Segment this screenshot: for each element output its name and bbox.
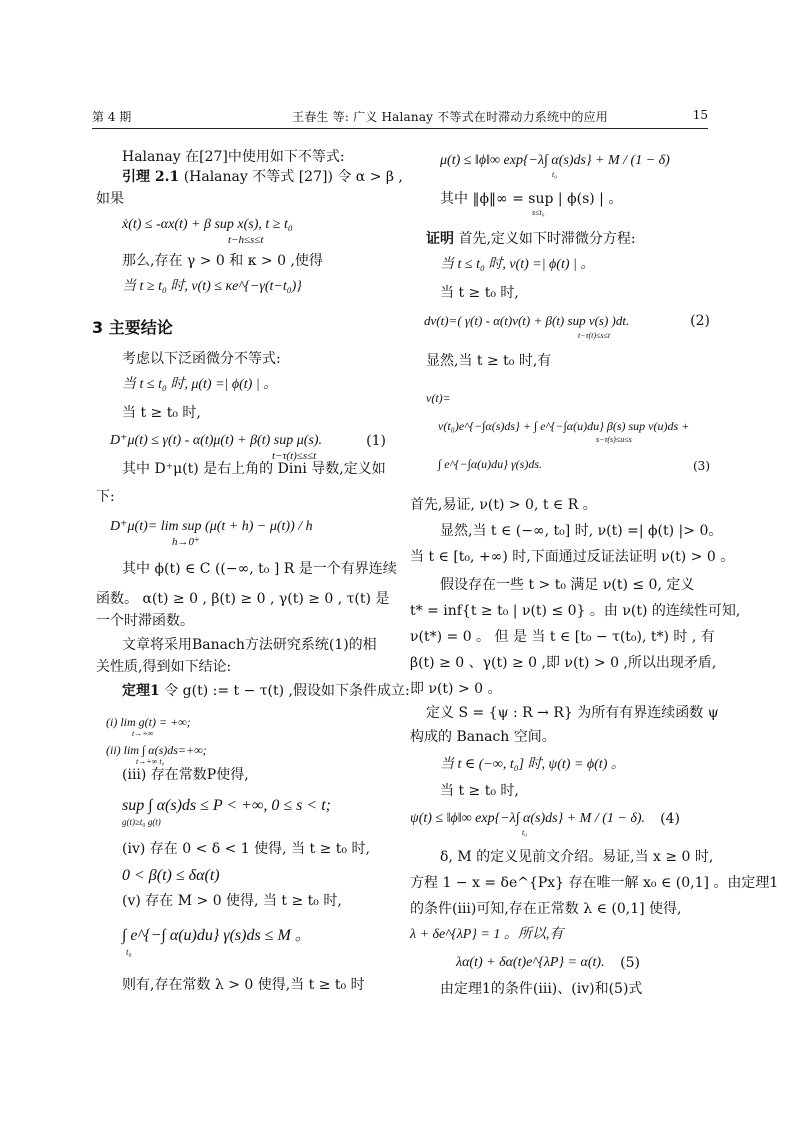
dini-subscript: h→0⁺	[172, 536, 200, 548]
issue-number: 第 4 期	[92, 110, 132, 124]
condition-iii: (iii) 存在常数P使得,	[122, 767, 249, 783]
condition-i-subscript: t→+∞	[132, 729, 154, 738]
equation-unique-solution: 方程 1 − x = δe^{Px} 存在唯一解 x₀ ∈ (0,1] 。由定理1	[410, 875, 779, 891]
equation-number-4: (4)	[660, 811, 680, 827]
theorem-1	[122, 684, 410, 698]
obviously-nu-positive: 显然,当 t ∈ (−∞, t₀] 时, ν(t) =| ϕ(t) |> 0。	[440, 523, 723, 539]
nu-positive-line: 即 ν(t) > 0 。	[410, 681, 502, 697]
lemma-2-1	[122, 170, 403, 184]
then-line: 那么,存在 γ > 0 和 κ > 0 ,使得	[122, 253, 323, 269]
section-heading: 3 主要结论	[92, 318, 173, 337]
equation-number-5: (5)	[620, 955, 640, 971]
halanay-sup-subscript: t−h≤s≤t	[228, 234, 264, 246]
integral-form-subscript: s−τ(s)≤u≤s	[596, 435, 632, 444]
nu-initial: 当 t ≤ t₀ 时, ν(t) =| ϕ(t) | 。	[440, 257, 595, 272]
but-when-line: ν(t*) = 0 。 但 是 当 t ∈ [t₀ − τ(t₀), t*) 时 , 有	[410, 629, 715, 645]
phi-definition: 其中 ϕ(t) ∈ C ((−∞, t₀ ] R 是一个有界连续	[122, 561, 397, 577]
equation-number-2: (2)	[690, 313, 710, 329]
lemma-label: 引理 2.1	[122, 169, 180, 185]
first-easy-proof: 首先,易证, ν(t) > 0, t ∈ R 。	[410, 497, 597, 513]
inequality-1: D⁺μ(t) ≤ γ(t) - α(t)μ(t) + β(t) sup μ(s).	[110, 433, 323, 448]
halanay-conclusion: 当 t ≥ t₀ 时, ν(t) ≤ κe^{−γ(t−t₀)}	[122, 279, 302, 294]
inequality-1-subscript: t−τ(t)≤s≤t	[272, 450, 317, 462]
intro-line: Halanay 在[27]中使用如下不等式:	[122, 149, 345, 165]
then-lambda-line: 则有,存在常数 λ > 0 使得,当 t ≥ t₀ 时	[122, 977, 365, 993]
condition-v-subscript: t₀	[126, 947, 132, 957]
if-line: 如果	[96, 191, 124, 207]
psi-bound: ψ(t) ≤ ‖ϕ‖∞ exp{−λ∫ α(s)ds} + M / (1 − δ).	[410, 811, 645, 826]
condition-iii-equation: sup ∫ α(s)ds ≤ P < +∞, 0 ≤ s < t;	[122, 797, 331, 814]
norm-subscript: s≤t₀	[532, 208, 545, 217]
result-line: 关性质,得到如下结论:	[96, 659, 232, 675]
condition-i: (i) lim g(t) = +∞;	[106, 715, 191, 729]
condition-ii: (ii) lim ∫ α(s)ds=+∞;	[106, 743, 207, 757]
header-rule	[92, 128, 708, 129]
condition-ii-subscript: t→+∞ t₀	[136, 757, 165, 766]
condition-iv-equation: 0 < β(t) ≤ δα(t)	[122, 867, 220, 884]
assume-line: 假设存在一些 t > t₀ 满足 ν(t) ≤ 0, 定义	[440, 577, 695, 593]
condition-iii-subscript: g(t)≥t₀ g(t)	[122, 817, 161, 827]
banach-definition: 定义 S = {ψ : R → R} 为所有有界连续函数 ψ	[426, 705, 719, 721]
when-line-right: 当 t ≥ t₀ 时,	[440, 285, 519, 301]
proof-label: 证明	[426, 231, 454, 247]
psi-initial: 当 t ∈ (−∞, t₀] 时, ψ(t) = ϕ(t) 。	[440, 757, 625, 772]
final-line: 由定理1的条件(iii)、(iv)和(5)式	[440, 981, 643, 997]
halanay-inequality: ẋ(t) ≤ -αx(t) + β sup x(s), t ≥ t₀	[122, 217, 293, 232]
integral-form-line-2: ∫ e^{−∫α(u)du} γ(s)ds.	[438, 457, 543, 471]
running-header	[92, 108, 708, 126]
when-line-psi: 当 t ≥ t₀ 时,	[440, 783, 519, 799]
integral-form-line-1: ν(t₀)e^{−∫α(s)ds} + ∫ e^{−∫α(u)du} β(s) sup ν(u)ds +	[438, 419, 690, 433]
method-line: 文章将采用Banach方法研究系统(1)的相	[122, 637, 377, 653]
proof-intro	[426, 232, 636, 246]
banach-space-line: 构成的 Banach 空间。	[410, 729, 556, 745]
condition-v: (v) 存在 M > 0 使得, 当 t ≥ t₀ 时,	[122, 893, 342, 909]
delay-equation-2: dν(t)=( γ(t) - α(t)ν(t) + β(t) sup ν(s) )dt.	[424, 313, 630, 328]
norm-definition: 其中 ‖ϕ‖∞ = sup | ϕ(s) | 。	[440, 191, 623, 207]
delta-m-line: δ, M 的定义见前文介绍。易证,当 x ≥ 0 时,	[440, 849, 714, 865]
contradiction-intro: 当 t ∈ [t₀, +∞) 时,下面通过反证法证明 ν(t) > 0 。	[410, 549, 735, 565]
theorem-text: 令 g(t) := t − τ(t) ,假设如下条件成立:	[164, 683, 410, 699]
initial-condition: 当 t ≤ t₀ 时, μ(t) =| ϕ(t) | 。	[122, 377, 278, 392]
equation-number-1: (1)	[366, 433, 386, 449]
delay-function-line: 一个时滞函数。	[96, 613, 194, 629]
condition-v-equation: ∫ e^{−∫ α(u)du} γ(s)ds ≤ M 。	[122, 927, 311, 944]
equation-number-3: (3)	[693, 459, 710, 473]
dini-line: 其中 D⁺μ(t) 是右上角的 Dini 导数,定义如	[122, 461, 386, 477]
consider-line: 考虑以下泛函微分不等式:	[122, 351, 281, 367]
equation-5: λα(t) + δα(t)e^{λP} = α(t).	[456, 955, 605, 970]
running-title: 王春生 等: 广义 Halanay 不等式在时滞动力系统中的应用	[292, 110, 608, 124]
condition-iii-reference: 的条件(iii)可知,存在正常数 λ ∈ (0,1] 使得,	[410, 901, 682, 917]
mu-bound-subscript: t₀	[552, 170, 558, 179]
proof-text: 首先,定义如下时滞微分方程:	[458, 231, 636, 247]
dini-definition: D⁺μ(t)= lim sup (μ(t + h) − μ(t)) / h	[110, 519, 313, 534]
theorem-label: 定理1	[122, 683, 160, 699]
obviously-line: 显然,当 t ≥ t₀ 时,有	[426, 353, 552, 369]
coefficient-line: 函数。 α(t) ≥ 0 , β(t) ≥ 0 , γ(t) ≥ 0 , τ(t) 是	[96, 591, 390, 607]
nu-equals: ν(t)=	[426, 391, 451, 405]
contradiction-line: β(t) ≥ 0 、γ(t) ≥ 0 ,即 ν(t) > 0 ,所以出现矛盾,	[410, 655, 717, 671]
when-line: 当 t ≥ t₀ 时,	[122, 405, 201, 421]
delay-equation-subscript: t−τ(t)≤s≤t	[578, 331, 611, 340]
below-line: 下:	[96, 489, 115, 505]
psi-bound-subscript: t₀	[522, 828, 528, 837]
condition-iv: (iv) 存在 0 < δ < 1 使得, 当 t ≥ t₀ 时,	[122, 841, 370, 857]
lemma-text: (Halanay 不等式 [27]) 令 α > β ,	[183, 169, 403, 185]
lambda-identity: λ + δe^{λP} = 1 。所以,有	[410, 927, 564, 942]
mu-bound: μ(t) ≤ ‖ϕ‖∞ exp{−λ∫ α(s)ds} + M / (1 − δ)	[440, 153, 670, 168]
page-number: 15	[692, 108, 708, 122]
t-star-definition: t* = inf{t ≥ t₀ | ν(t) ≤ 0} 。由 ν(t) 的连续性可知,	[410, 603, 741, 619]
